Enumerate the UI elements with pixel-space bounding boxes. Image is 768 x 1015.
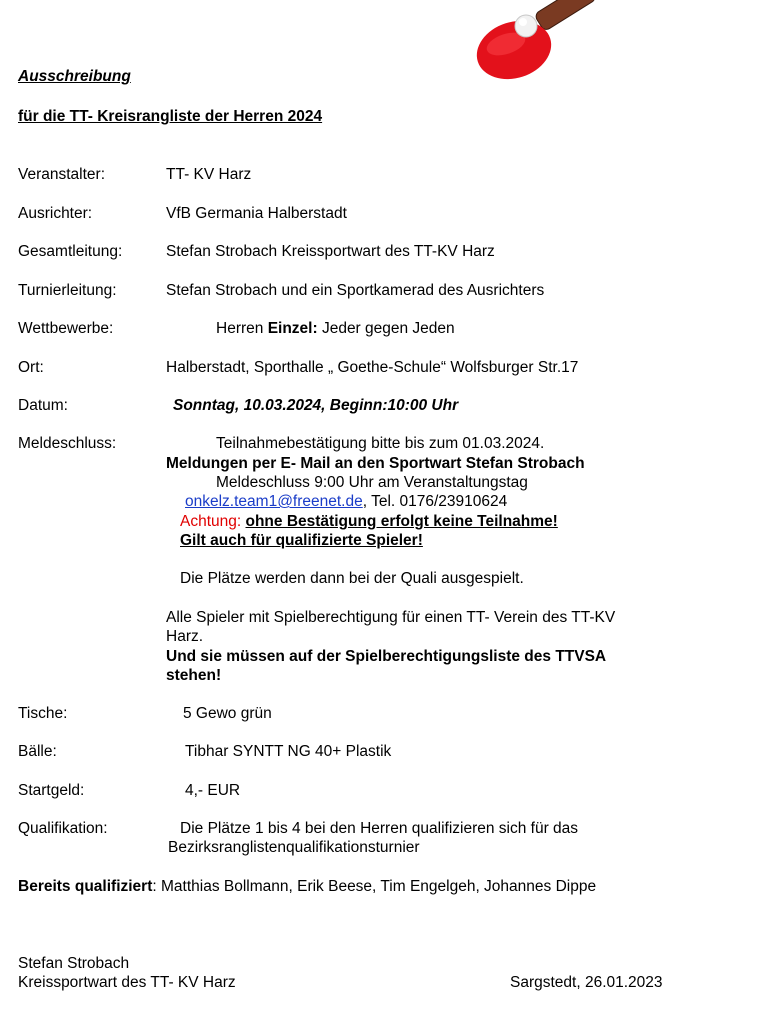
qualifikation-label: Qualifikation:	[18, 820, 108, 837]
ausrichter-label: Ausrichter:	[18, 205, 93, 222]
qualifikation-line2: Bezirksranglistenqualifikationsturnier	[168, 839, 420, 856]
datum-value: Sonntag, 10.03.2024, Beginn:10:00 Uhr	[173, 397, 459, 414]
startgeld-value: 4,- EUR	[185, 782, 241, 799]
ort-value: Halberstadt, Sporthalle „ Goethe-Schule“ Wolfsburger Str.17	[166, 359, 579, 376]
eligibility-line2: Harz.	[166, 628, 204, 645]
datum-label: Datum:	[18, 397, 68, 414]
eligibility-line1: Alle Spieler mit Spielberechtigung für einen TT- Verein des TT-KV	[166, 609, 616, 626]
achtung-line	[180, 513, 558, 531]
gesamtleitung-label: Gesamtleitung:	[18, 243, 123, 260]
phone-text: , Tel. 0176/23910624	[362, 493, 508, 510]
baelle-value: Tibhar SYNTT NG 40+ Plastik	[185, 743, 392, 760]
wettbewerbe-bold: Einzel:	[267, 320, 318, 337]
document-subtitle: für die TT- Kreisrangliste der Herren 2024	[18, 108, 323, 125]
startgeld-label: Startgeld:	[18, 782, 85, 799]
table-tennis-paddle-icon	[474, 0, 600, 84]
meldeschluss-line1: Teilnahmebestätigung bitte bis zum 01.03.2024.	[216, 435, 545, 452]
place-date: Sargstedt, 26.01.2023	[510, 974, 663, 991]
quali-note: Die Plätze werden dann bei der Quali ausgespielt.	[180, 570, 524, 587]
signature-role: Kreissportwart des TT- KV Harz	[18, 974, 236, 991]
wettbewerbe-label: Wettbewerbe:	[18, 320, 114, 337]
list-note-line2: stehen!	[166, 667, 222, 684]
bereits-label: Bereits qualifiziert	[18, 878, 153, 895]
turnierleitung-label: Turnierleitung:	[18, 282, 117, 299]
signature-name: Stefan Strobach	[18, 955, 130, 972]
tische-label: Tische:	[18, 705, 68, 722]
baelle-label: Bälle:	[18, 743, 57, 760]
wettbewerbe-pre: Herren	[216, 320, 268, 337]
achtung-label: Achtung:	[180, 513, 242, 530]
ort-label: Ort:	[18, 359, 44, 376]
contact-line	[185, 493, 507, 511]
email-link[interactable]: onkelz.team1@freenet.de	[185, 493, 363, 510]
bereits-qualifiziert	[18, 878, 596, 896]
veranstalter-value: TT- KV Harz	[166, 166, 252, 183]
meldeschluss-label: Meldeschluss:	[18, 435, 117, 452]
meldeschluss-line3: Meldeschluss 9:00 Uhr am Veranstaltungstag	[216, 474, 528, 491]
qualifikation-line1: Die Plätze 1 bis 4 bei den Herren qualifizieren sich für das	[180, 820, 579, 837]
gesamtleitung-value: Stefan Strobach Kreissportwart des TT-KV Harz	[166, 243, 495, 260]
ausrichter-value: VfB Germania Halberstadt	[166, 205, 347, 222]
qualified-note: Gilt auch für qualifizierte Spieler!	[180, 532, 423, 549]
bereits-names: : Matthias Bollmann, Erik Beese, Tim Engelgeh, Johannes Dippe	[152, 878, 597, 895]
document-title: Ausschreibung	[18, 68, 131, 85]
tische-value: 5 Gewo grün	[183, 705, 272, 722]
list-note-line1: Und sie müssen auf der Spielberechtigungsliste des TTVSA	[166, 648, 607, 665]
wettbewerbe-value	[216, 320, 455, 338]
turnierleitung-value: Stefan Strobach und ein Sportkamerad des Ausrichters	[166, 282, 545, 299]
meldeschluss-line2: Meldungen per E- Mail an den Sportwart Stefan Strobach	[166, 455, 585, 472]
veranstalter-label: Veranstalter:	[18, 166, 106, 183]
achtung-text: ohne Bestätigung erfolgt keine Teilnahme!	[245, 513, 558, 530]
wettbewerbe-post: Jeder gegen Jeden	[317, 320, 455, 337]
